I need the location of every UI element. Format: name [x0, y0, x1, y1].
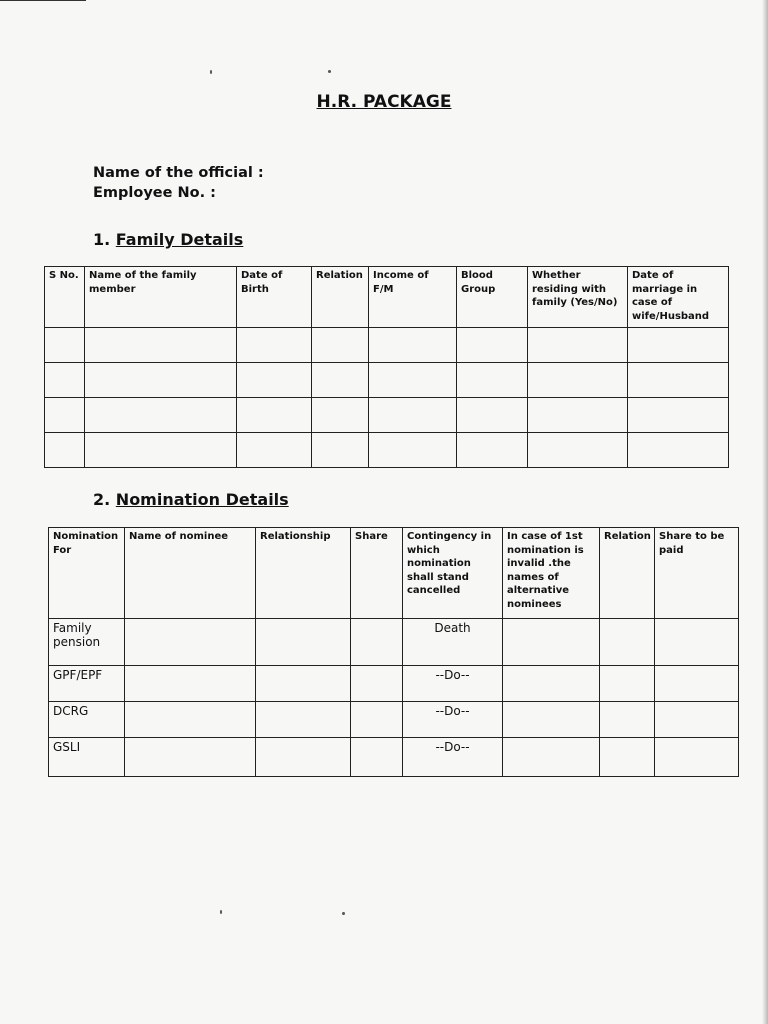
col-income: Income of F/M [369, 267, 457, 328]
nomination-row [49, 619, 739, 666]
contingency-cell: Death [403, 619, 503, 666]
contingency-cell: --Do-- [403, 738, 503, 777]
nomination-section-heading [93, 490, 289, 509]
scan-speck [220, 910, 222, 914]
family-cell[interactable] [45, 328, 85, 363]
family-cell[interactable] [528, 398, 628, 433]
nomination-cell[interactable] [351, 738, 403, 777]
scan-speck [342, 912, 345, 915]
nomination-cell[interactable] [256, 666, 351, 702]
col-relationship: Relationship [256, 528, 351, 619]
col-alt-relation: Relation [600, 528, 655, 619]
nomination-row [49, 666, 739, 702]
family-cell[interactable] [457, 328, 528, 363]
family-cell[interactable] [312, 328, 369, 363]
nomination-cell[interactable] [125, 619, 256, 666]
family-cell[interactable] [369, 328, 457, 363]
col-s-no: S No. [45, 267, 85, 328]
family-cell[interactable] [528, 328, 628, 363]
family-cell[interactable] [45, 363, 85, 398]
family-cell[interactable] [312, 398, 369, 433]
employee-no-label: Employee No. : [93, 185, 216, 201]
col-date-of-birth: Date of Birth [237, 267, 312, 328]
family-cell[interactable] [312, 433, 369, 468]
family-cell[interactable] [85, 398, 237, 433]
nomination-cell[interactable] [125, 666, 256, 702]
family-cell[interactable] [369, 398, 457, 433]
family-cell[interactable] [457, 363, 528, 398]
nomination-row [49, 738, 739, 777]
nomination-cell[interactable] [503, 619, 600, 666]
nomination-cell[interactable] [600, 702, 655, 738]
nomination-cell[interactable] [503, 738, 600, 777]
nomination-for-cell: DCRG [49, 702, 125, 738]
nomination-cell[interactable] [351, 619, 403, 666]
family-cell[interactable] [628, 398, 729, 433]
nomination-section-title: Nomination Details [115, 490, 289, 509]
family-cell[interactable] [45, 398, 85, 433]
col-blood-group: Blood Group [457, 267, 528, 328]
family-details-table [44, 266, 729, 468]
family-cell[interactable] [237, 363, 312, 398]
col-nomination-for: Nomination For [49, 528, 125, 619]
nomination-cell[interactable] [655, 666, 739, 702]
family-row [45, 433, 729, 468]
nomination-cell[interactable] [351, 666, 403, 702]
col-date-of-marriage: Date of marriage in case of wife/Husband [628, 267, 729, 328]
nomination-cell[interactable] [600, 738, 655, 777]
col-residing-with-family: Whether residing with family (Yes/No) [528, 267, 628, 328]
page-edge-line [0, 0, 86, 1]
family-cell[interactable] [45, 433, 85, 468]
nomination-for-cell: Family pension [49, 619, 125, 666]
family-cell[interactable] [237, 398, 312, 433]
nomination-cell[interactable] [655, 619, 739, 666]
col-share-to-be-paid: Share to be paid [655, 528, 739, 619]
family-section-title: Family Details [115, 230, 244, 249]
family-cell[interactable] [369, 363, 457, 398]
family-cell[interactable] [628, 363, 729, 398]
family-cell[interactable] [457, 398, 528, 433]
nomination-cell[interactable] [256, 619, 351, 666]
page-shadow [762, 0, 768, 1024]
scan-speck [328, 70, 331, 73]
family-section-heading [93, 230, 243, 249]
nomination-details-table [48, 527, 739, 777]
family-row [45, 398, 729, 433]
family-cell[interactable] [85, 433, 237, 468]
family-cell[interactable] [628, 328, 729, 363]
family-cell[interactable] [312, 363, 369, 398]
nomination-cell[interactable] [351, 702, 403, 738]
family-cell[interactable] [528, 433, 628, 468]
nomination-cell[interactable] [503, 702, 600, 738]
nomination-cell[interactable] [125, 702, 256, 738]
family-header-row [45, 267, 729, 328]
family-cell[interactable] [628, 433, 729, 468]
col-relation: Relation [312, 267, 369, 328]
nomination-cell[interactable] [600, 666, 655, 702]
nomination-cell[interactable] [256, 702, 351, 738]
col-nominee-name: Name of nominee [125, 528, 256, 619]
family-cell[interactable] [237, 328, 312, 363]
document-title [0, 92, 768, 112]
nomination-cell[interactable] [503, 666, 600, 702]
scan-speck [210, 70, 212, 74]
family-cell[interactable] [457, 433, 528, 468]
nomination-cell[interactable] [655, 738, 739, 777]
family-row [45, 363, 729, 398]
nomination-cell[interactable] [125, 738, 256, 777]
nomination-cell[interactable] [600, 619, 655, 666]
document-title-text: H.R. PACKAGE [316, 92, 452, 112]
nomination-for-cell: GPF/EPF [49, 666, 125, 702]
family-row [45, 328, 729, 363]
nomination-cell[interactable] [655, 702, 739, 738]
col-family-member-name: Name of the family member [85, 267, 237, 328]
family-cell[interactable] [369, 433, 457, 468]
col-alternative-nominees: In case of 1st nomination is invalid .the names of alternative nominees [503, 528, 600, 619]
nomination-header-row [49, 528, 739, 619]
family-section-number: 1. [93, 230, 111, 249]
official-name-label: Name of the official : [93, 165, 264, 181]
nomination-row [49, 702, 739, 738]
col-share: Share [351, 528, 403, 619]
nomination-cell[interactable] [256, 738, 351, 777]
family-cell[interactable] [237, 433, 312, 468]
contingency-cell: --Do-- [403, 666, 503, 702]
family-cell[interactable] [85, 363, 237, 398]
nomination-for-cell: GSLI [49, 738, 125, 777]
col-contingency: Contingency in which nomination shall stand cancelled [403, 528, 503, 619]
contingency-cell: --Do-- [403, 702, 503, 738]
nomination-section-number: 2. [93, 490, 111, 509]
family-cell[interactable] [528, 363, 628, 398]
family-cell[interactable] [85, 328, 237, 363]
